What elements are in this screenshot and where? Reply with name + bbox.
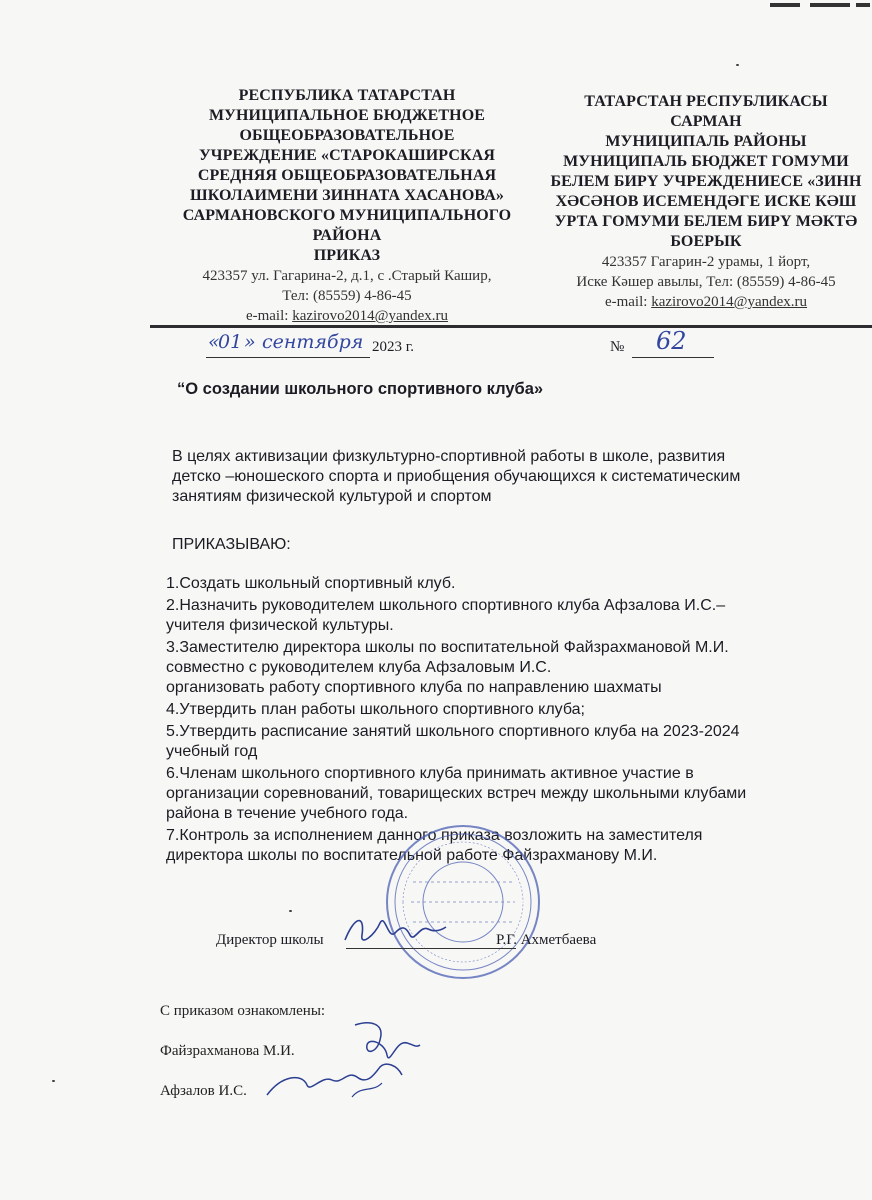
header-right-address: Иске Кәшер авылы, Тел: (85559) 4-86-45 [576, 274, 836, 290]
header-left-address: 423357 ул. Гагарина-2, д.1, с .Старый Кашир, [202, 268, 492, 284]
order-item-line: 1.Создать школьный спортивный клуб. [166, 575, 456, 592]
header-left [168, 86, 526, 326]
handwritten-month: сентября [262, 331, 364, 353]
order-item [166, 700, 826, 720]
header-left-line: МУНИЦИПАЛЬНОЕ БЮДЖЕТНОЕ [208, 107, 486, 124]
scan-speck [289, 910, 292, 912]
order-item-line: совместно с руководителем клуба Афзаловым И.С. [166, 659, 552, 676]
order-item [166, 574, 826, 594]
acquainted-name: Афзалов И.С. [160, 1083, 247, 1099]
order-word: ПРИКАЗЫВАЮ: [172, 536, 291, 553]
order-item [166, 722, 826, 762]
scan-edge-mark [760, 0, 872, 10]
header-right-email-link[interactable]: kazirovo2014@yandex.ru [651, 294, 808, 310]
signature-afzalov-icon [262, 1055, 412, 1110]
order-item [166, 638, 826, 698]
header-left-email-row [168, 306, 526, 326]
header-right-line: БОЕРЫК [670, 233, 742, 250]
date-field [206, 331, 370, 358]
director-name: Р.Г. Ахметбаева [496, 932, 597, 948]
director-role: Директор школы [216, 932, 324, 948]
order-item-line: 3.Заместителю директора школы по воспитательной Файзрахмановой М.И. [166, 639, 729, 656]
header-right-address: 423357 Гагарин-2 урамы, 1 йорт, [601, 254, 811, 270]
header-divider [150, 325, 872, 328]
email-label: e-mail: [604, 294, 652, 310]
header-right-line: МУНИЦИПАЛЬ БЮДЖЕТ ГОМУМИ [563, 153, 849, 170]
preamble-line: детско –юношеского спорта и приобщения обучающихся к систематическим [172, 468, 741, 485]
header-right-line: МУНИЦИПАЛЬ РАЙОНЫ [605, 133, 807, 150]
header-left-line: ОБЩЕОБРАЗОВАТЕЛЬНОЕ [239, 127, 455, 144]
header-right-line: ТАТАРСТАН РЕСПУБЛИКАСЫ [584, 93, 828, 110]
preamble [172, 447, 822, 555]
order-item-line: директора школы по воспитательной работе Файзрахманову М.И. [166, 847, 658, 864]
handwritten-day: 01 [218, 331, 243, 353]
order-item-line: учителя физической культуры. [166, 617, 394, 634]
order-item [166, 596, 826, 636]
date-year: 2023 г. [372, 339, 414, 355]
header-left-line: ШКОЛАИМЕНИ ЗИННАТА ХАСАНОВА» [190, 187, 504, 204]
preamble-line: занятиям физической культурой и спортом [172, 488, 492, 505]
order-item-line: 4.Утвердить план работы школьного спортивного клуба; [166, 701, 585, 718]
header-left-line: САРМАНОВСКОГО МУНИЦИПАЛЬНОГО [182, 207, 512, 224]
director-signature-icon [340, 905, 450, 955]
scan-speck [52, 1080, 55, 1082]
document-type-label: ПРИКАЗ [313, 247, 381, 264]
order-item-line: 5.Утвердить расписание занятий школьного спортивного клуба на 2023-2024 [166, 723, 740, 740]
header-left-line: СРЕДНЯЯ ОБЩЕОБРАЗОВАТЕЛЬНАЯ [197, 167, 497, 184]
number-field [632, 327, 714, 358]
order-item-line: 6.Членам школьного спортивного клуба принимать активное участие в [166, 765, 694, 782]
header-left-email-link[interactable]: kazirovo2014@yandex.ru [292, 308, 449, 324]
number-label: № [610, 339, 625, 355]
handwritten-number: 62 [656, 327, 687, 355]
email-label: e-mail: [245, 308, 293, 324]
official-stamp-icon [383, 822, 543, 982]
date-close-quote: » [244, 331, 256, 353]
order-item-line: 2.Назначить руководителем школьного спортивного клуба Афзалова И.С.– [166, 597, 726, 614]
order-item-line: 7.Контроль за исполнением данного приказа возложить на заместителя [166, 827, 703, 844]
header-left-phone: Тел: (85559) 4-86-45 [282, 288, 412, 304]
header-right [536, 92, 872, 312]
header-right-line: БЕЛЕМ БИРҮ УЧРЕЖДЕНИЕСЕ «ЗИНН [550, 173, 862, 190]
header-left-line: РАЙОНА [312, 227, 382, 244]
header-right-line: ХӘСӘНОВ ИСЕМЕНДӘГЕ ИСКЕ КӘШ [555, 193, 857, 210]
acquainted-heading: С приказом ознакомлены: [160, 1003, 326, 1019]
order-title: “О создании школьного спортивного клуба» [177, 380, 544, 398]
order-date-number-row [206, 327, 872, 363]
date-open-quote: « [208, 331, 220, 353]
order-item-line: района в течение учебного года. [166, 805, 409, 822]
header-right-line: САРМАН [670, 113, 742, 130]
header-left-line: УЧРЕЖДЕНИЕ «СТАРОКАШИРСКАЯ [198, 147, 496, 164]
scan-speck [736, 64, 739, 66]
header-right-line: УРТА ГОМУМИ БЕЛЕМ БИРҮ МӘКТӘ [554, 213, 858, 230]
order-item-line: учебный год [166, 743, 258, 760]
header-right-email-row [536, 292, 872, 312]
header-left-line: РЕСПУБЛИКА ТАТАРСТАН [238, 87, 456, 104]
acquainted-name: Файзрахманова М.И. [160, 1043, 295, 1059]
preamble-line: В целях активизации физкультурно-спортивной работы в школе, развития [172, 448, 726, 465]
order-item-line: организовать работу спортивного клуба по направлению шахматы [166, 679, 662, 696]
order-item-line: организации соревнований, товарищеских встреч между школьными клубами [166, 785, 747, 802]
order-item [166, 764, 826, 824]
